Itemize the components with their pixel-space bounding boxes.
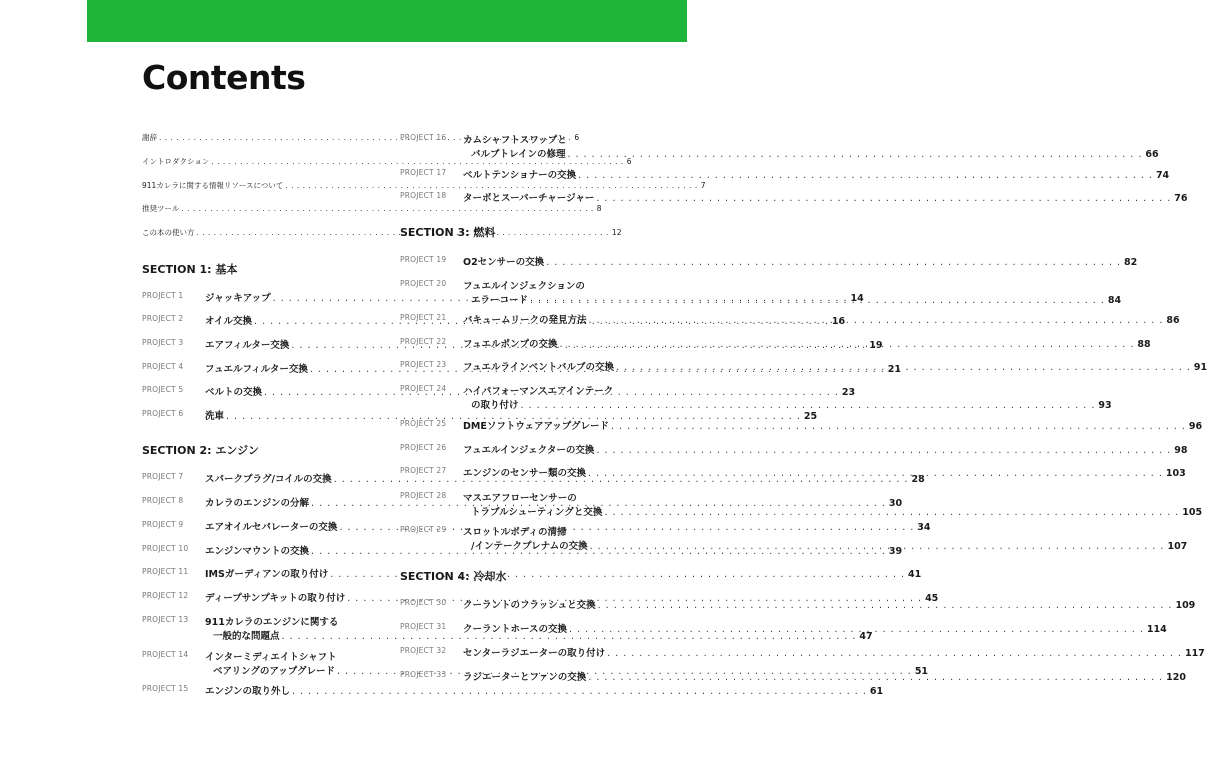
page-number: 66 bbox=[1145, 149, 1159, 160]
leader-dots bbox=[285, 181, 697, 190]
project-label: PROJECT 8 bbox=[142, 496, 184, 505]
project-label: PROJECT 9 bbox=[142, 520, 184, 529]
page-number: 8 bbox=[596, 204, 602, 213]
page-number: 76 bbox=[1174, 193, 1188, 204]
page-number: 28 bbox=[911, 474, 925, 485]
page-number: 45 bbox=[925, 593, 939, 604]
project-title: ラジエーターとファンの交換 bbox=[463, 672, 587, 683]
project-entry[interactable] bbox=[400, 442, 1188, 456]
project-title: 一般的な問題点 bbox=[213, 631, 280, 642]
page-number: 7 bbox=[700, 181, 706, 190]
project-title: ベアリングのアップグレード bbox=[213, 666, 335, 677]
page-number: 16 bbox=[831, 316, 846, 327]
leader-dots bbox=[607, 648, 1182, 659]
project-title: フュエルフィルター交換 bbox=[205, 364, 308, 375]
project-label: PROJECT 33 bbox=[400, 670, 447, 679]
project-title: スパークプラグ/コイルの交換 bbox=[205, 474, 332, 485]
project-title: カレラのエンジンの分解 bbox=[205, 498, 310, 509]
page-number: 105 bbox=[1182, 507, 1203, 518]
page-number: 93 bbox=[1098, 400, 1112, 411]
entry-title: 推奨ツール bbox=[142, 204, 180, 213]
page-number: 98 bbox=[1174, 445, 1188, 456]
page-number: 23 bbox=[841, 387, 856, 398]
project-label: PROJECT 21 bbox=[400, 313, 447, 322]
project-label: PROJECT 24 bbox=[400, 384, 447, 393]
project-entry[interactable] bbox=[142, 408, 818, 422]
project-label: PROJECT 26 bbox=[400, 443, 447, 452]
page-number: 41 bbox=[908, 569, 922, 580]
page-number: 96 bbox=[1188, 421, 1203, 432]
project-label: PROJECT 5 bbox=[142, 385, 184, 394]
project-title: トラブルシューティングと交換 bbox=[471, 507, 603, 518]
project-entry[interactable] bbox=[400, 465, 1186, 479]
leader-dots bbox=[589, 315, 1164, 326]
project-entry[interactable] bbox=[400, 418, 1203, 432]
project-label: PROJECT 12 bbox=[142, 591, 189, 600]
entry-title: 911カレラに関する情報リソースについて bbox=[142, 181, 284, 190]
project-label: PROJECT 1 bbox=[142, 291, 184, 300]
project-label: PROJECT 3 bbox=[142, 338, 184, 347]
page-number: 12 bbox=[611, 228, 622, 237]
project-label: PROJECT 31 bbox=[400, 622, 447, 631]
project-title: エンジンの取り外し bbox=[205, 686, 291, 697]
project-entry[interactable] bbox=[142, 683, 884, 697]
project-title: /インテークプレナムの交換 bbox=[471, 541, 588, 552]
project-title-line1: スロットルボディの清掃 bbox=[463, 527, 567, 538]
page-number: 34 bbox=[917, 522, 931, 533]
leader-dots bbox=[596, 445, 1171, 456]
page-number: 51 bbox=[914, 666, 929, 677]
project-title: クーラントのフラッシュと交換 bbox=[463, 600, 596, 611]
project-title: フュエルラインベントバルブの交換 bbox=[463, 362, 615, 373]
section-heading: SECTION 3: 燃料 bbox=[400, 226, 496, 239]
leader-dots bbox=[604, 507, 1179, 518]
leader-dots bbox=[292, 686, 867, 697]
project-label: PROJECT 4 bbox=[142, 362, 184, 371]
project-label: PROJECT 28 bbox=[400, 491, 447, 500]
project-label: PROJECT 15 bbox=[142, 684, 189, 693]
leader-dots bbox=[569, 624, 1144, 635]
project-title: ジャッキアップ bbox=[205, 293, 271, 304]
page-number: 109 bbox=[1175, 600, 1196, 611]
project-title: バキュームリークの発見方法 bbox=[463, 315, 587, 326]
project-label: PROJECT 14 bbox=[142, 650, 189, 659]
page-number: 39 bbox=[888, 546, 903, 557]
page-number: 84 bbox=[1107, 295, 1122, 306]
page-number: 114 bbox=[1146, 624, 1167, 635]
project-label: PROJECT 17 bbox=[400, 168, 447, 177]
project-label: PROJECT 32 bbox=[400, 646, 447, 655]
front-matter-entry[interactable] bbox=[142, 180, 706, 191]
project-label: PROJECT 25 bbox=[400, 419, 447, 428]
project-label: PROJECT 29 bbox=[400, 525, 447, 534]
project-label: PROJECT 11 bbox=[142, 567, 189, 576]
project-title: バルブトレインの修理 bbox=[471, 149, 566, 160]
entry-title: 謝辞 bbox=[142, 133, 157, 142]
page-number: 6 bbox=[574, 133, 580, 142]
project-title: クーラントホースの交換 bbox=[463, 624, 568, 635]
page-number: 103 bbox=[1165, 468, 1186, 479]
project-entry[interactable] bbox=[400, 132, 1159, 160]
section-heading: SECTION 2: エンジン bbox=[142, 444, 259, 457]
project-entry[interactable] bbox=[400, 254, 1138, 268]
project-title: DMEソフトウェアアップグレード bbox=[463, 421, 609, 432]
page-number: 25 bbox=[803, 411, 818, 422]
leader-dots bbox=[546, 257, 1121, 268]
project-title: の取り付け bbox=[471, 400, 519, 411]
project-label: PROJECT 10 bbox=[142, 544, 189, 553]
leader-dots bbox=[521, 400, 1096, 411]
page-number: 47 bbox=[859, 631, 873, 642]
project-title-line1: マスエアフローセンサーの bbox=[463, 493, 577, 504]
header-green-band bbox=[87, 0, 687, 42]
leader-dots bbox=[181, 204, 593, 213]
page-number: 30 bbox=[888, 498, 903, 509]
project-title: エンジンのセンサー類の交換 bbox=[463, 468, 587, 479]
project-title: センターラジエーターの取り付け bbox=[463, 648, 606, 659]
project-title: ベルトの交換 bbox=[205, 387, 263, 398]
project-title-line1: 911カレラのエンジンに関する bbox=[205, 617, 339, 628]
leader-dots bbox=[598, 600, 1173, 611]
project-entry[interactable] bbox=[400, 645, 1205, 659]
project-label: PROJECT 2 bbox=[142, 314, 184, 323]
project-title: ディープサンプキットの取り付け bbox=[205, 593, 346, 604]
project-title: ターボとスーパーチャージャー bbox=[463, 193, 595, 204]
project-title-line1: ハイパフォーマンスエアインテーク bbox=[463, 386, 614, 397]
project-title: ベルトテンショナーの交換 bbox=[463, 170, 577, 181]
leader-dots bbox=[560, 339, 1135, 350]
project-title: フュエルポンプの交換 bbox=[463, 339, 558, 350]
page-number: 6 bbox=[626, 157, 632, 166]
project-label: PROJECT 18 bbox=[400, 191, 447, 200]
project-title: IMSガーディアンの取り付け bbox=[205, 569, 329, 580]
project-title: エアフィルター交換 bbox=[205, 340, 290, 351]
leader-dots bbox=[611, 421, 1186, 432]
page-number: 74 bbox=[1155, 170, 1170, 181]
project-label: PROJECT 6 bbox=[142, 409, 184, 418]
leader-dots bbox=[588, 468, 1163, 479]
project-label: PROJECT 20 bbox=[400, 279, 447, 288]
project-title: オイル交換 bbox=[205, 316, 253, 327]
project-title-line1: カムシャフトスワップと bbox=[463, 135, 567, 146]
project-title-line1: インターミディエイトシャフト bbox=[205, 652, 337, 663]
project-title: エアオイルセパレーターの交換 bbox=[205, 522, 338, 533]
leader-dots bbox=[530, 295, 1105, 306]
project-entry[interactable] bbox=[400, 167, 1170, 181]
page-number: 107 bbox=[1167, 541, 1188, 552]
entry-title: イントロダクション bbox=[142, 157, 210, 166]
leader-dots bbox=[616, 362, 1191, 373]
front-matter-entry[interactable] bbox=[142, 203, 602, 214]
entry-title: この本の使い方 bbox=[142, 228, 195, 237]
leader-dots bbox=[590, 541, 1165, 552]
project-label: PROJECT 7 bbox=[142, 472, 184, 481]
page-number: 82 bbox=[1124, 257, 1138, 268]
project-label: PROJECT 23 bbox=[400, 360, 447, 369]
project-title: エラーコード bbox=[471, 295, 529, 306]
leader-dots bbox=[568, 149, 1143, 160]
front-matter-entry[interactable] bbox=[142, 156, 632, 167]
project-entry[interactable] bbox=[400, 621, 1167, 635]
leader-dots bbox=[596, 193, 1171, 204]
project-label: PROJECT 19 bbox=[400, 255, 447, 264]
page-number: 19 bbox=[869, 340, 883, 351]
project-title: 洗車 bbox=[205, 411, 225, 422]
project-title: O2センサーの交換 bbox=[463, 257, 545, 268]
project-label: PROJECT 22 bbox=[400, 337, 447, 346]
project-label: PROJECT 13 bbox=[142, 615, 189, 624]
page-number: 117 bbox=[1184, 648, 1205, 659]
page-number: 120 bbox=[1166, 672, 1186, 683]
project-label: PROJECT 16 bbox=[400, 133, 447, 142]
page-number: 61 bbox=[869, 686, 884, 697]
project-title-line1: フュエルインジェクションの bbox=[463, 281, 585, 292]
page-number: 91 bbox=[1193, 362, 1207, 373]
leader-dots bbox=[578, 170, 1153, 181]
section-heading: SECTION 4: 冷却水 bbox=[400, 570, 507, 583]
page-number: 88 bbox=[1137, 339, 1151, 350]
leader-dots bbox=[588, 672, 1163, 683]
page-number: 21 bbox=[887, 364, 901, 375]
page-title: Contents bbox=[142, 58, 306, 97]
project-title: フュエルインジェクターの交換 bbox=[463, 445, 595, 456]
page-number: 86 bbox=[1166, 315, 1180, 326]
project-title: エンジンマウントの交換 bbox=[205, 546, 310, 557]
section-heading: SECTION 1: 基本 bbox=[142, 263, 238, 276]
project-label: PROJECT 27 bbox=[400, 466, 447, 475]
project-entry[interactable] bbox=[400, 190, 1188, 204]
project-label: PROJECT 30 bbox=[400, 598, 447, 607]
page-number: 14 bbox=[850, 293, 864, 304]
